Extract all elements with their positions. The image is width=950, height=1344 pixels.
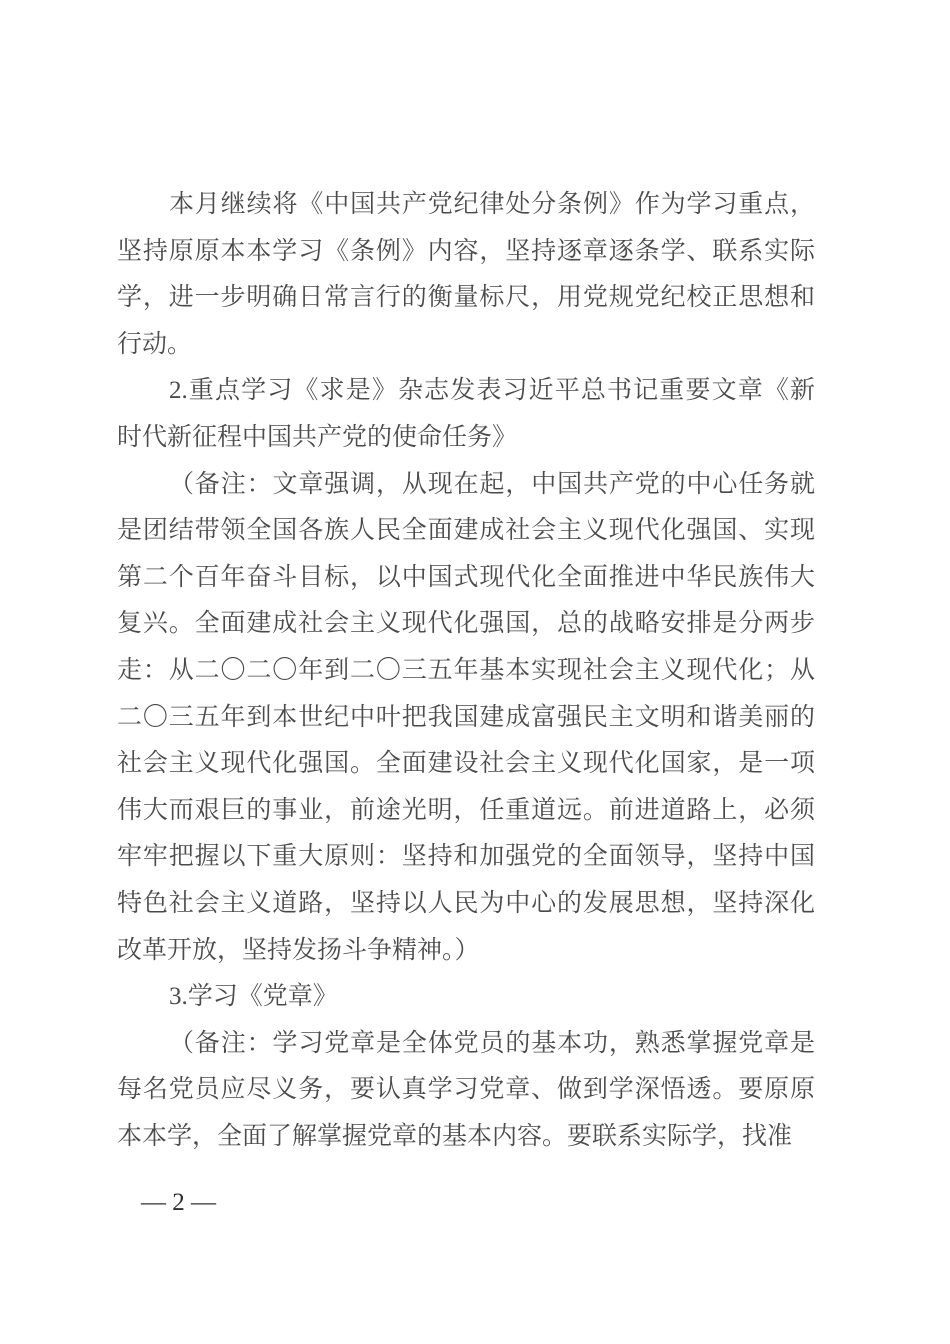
paragraph: [117, 1021, 815, 1161]
paragraph: [117, 368, 815, 461]
text-line: 二〇三五年到本世纪中叶把我国建成富强民主文明和谐美丽的: [117, 703, 815, 731]
paragraph: [117, 462, 815, 975]
text-line: 特色社会主义道路，坚持以人民为中心的发展思想，坚持深化: [117, 889, 815, 917]
text-line: 3.学习《党章》: [169, 983, 338, 1011]
text-line: 复兴。全面建成社会主义现代化强国，总的战略安排是分两步: [117, 610, 815, 638]
paragraph: [117, 182, 815, 368]
page-footer: [141, 1186, 216, 1220]
text-line: 行动。: [117, 330, 193, 358]
text-line: 本本学，全面了解掌握党章的基本内容。要联系实际学，找准: [117, 1122, 793, 1150]
text-line: 伟大而艰巨的事业，前途光明，任重道远。前进道路上，必须: [117, 796, 815, 824]
text-line: 改革开放，坚持发扬斗争精神。）: [117, 936, 480, 964]
text-line: 是团结带领全国各族人民全面建成社会主义现代化强国、实现: [117, 517, 815, 545]
text-line: 每名党员应尽义务，要认真学习党章、做到学深悟透。要原原: [117, 1076, 815, 1104]
text-line: 本月继续将《中国共产党纪律处分条例》作为学习重点，: [169, 191, 815, 218]
paragraph: [117, 974, 815, 1021]
text-line: 社会主义现代化强国。全面建设社会主义现代化国家，是一项: [117, 750, 815, 778]
text-line: 学，进一步明确日常言行的衡量标尺，用党规党纪校正思想和: [117, 284, 815, 312]
text-line: 第二个百年奋斗目标，以中国式现代化全面推进中华民族伟大: [117, 563, 815, 591]
page-number: — 2 —: [141, 1189, 216, 1216]
text-line: 2.重点学习《求是》杂志发表习近平总书记重要文章《新: [169, 377, 815, 405]
text-line: 时代新征程中国共产党的使命任务》: [117, 423, 518, 451]
text-line: （备注：文章强调，从现在起，中国共产党的中心任务就: [169, 470, 815, 498]
text-line: （备注：学习党章是全体党员的基本功，熟悉掌握党章是: [169, 1029, 815, 1057]
text-line: 坚持原原本本学习《条例》内容，坚持逐章逐条学、联系实际: [117, 237, 815, 265]
text-line: 牢牢把握以下重大原则：坚持和加强党的全面领导，坚持中国: [117, 843, 815, 871]
document-body: [117, 182, 815, 1160]
text-line: 走：从二〇二〇年到二〇三五年基本实现社会主义现代化；从: [117, 656, 815, 684]
